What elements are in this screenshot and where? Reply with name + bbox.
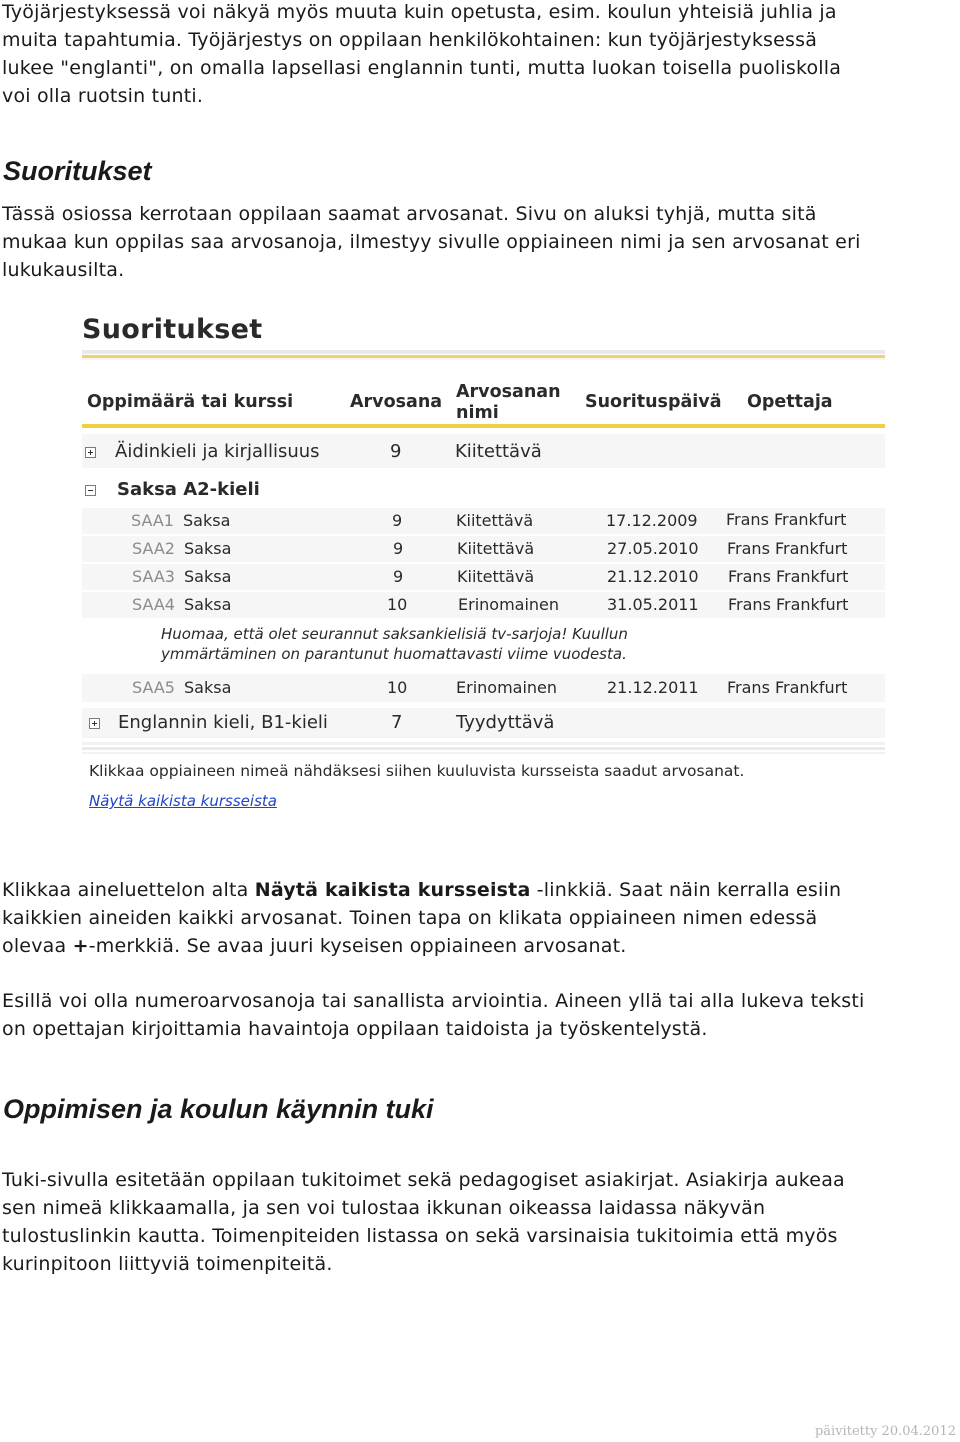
subject-row[interactable] [82,708,885,738]
intro-line: Työjärjestyksessä voi näkyä myös muuta kuin opetusta, esim. koulun yhteisiä juhlia ja [2,1,837,23]
tuki-heading: Oppimisen ja koulun käynnin tuki [3,1094,434,1124]
collapse-icon[interactable] [85,485,96,496]
course-name: Saksa [184,567,232,586]
panel-title: Suoritukset [82,314,263,345]
course-teacher: Frans Frankfurt [727,678,848,697]
course-date: 21.12.2010 [607,567,699,586]
subject-grade-name: Tyydyttävä [456,712,555,733]
panel-hint: Klikkaa oppiaineen nimeä nähdäksesi siihen kuuluvista kursseista saadut arvosanat. [89,762,745,780]
tuki-paragraph: Tuki-sivulla esitetään oppilaan tukitoimet sekä pedagogiset asiakirjat. Asiakirja aukeaa sen nimeä klikkaamalla, ja sen voi tulostaa ikkunan oikeassa laidassa näkyvän tulostuslinkin kautta. Toimenpiteiden listassa on sekä varsinaisia tukitoimia että myös kurinpitoon liittyviä toimenpiteitä. [2,1169,845,1275]
course-code: SAA4 [132,595,175,614]
course-name: Saksa [184,595,232,614]
expand-icon[interactable] [89,718,100,729]
plus-sign-emphasis: + [72,935,89,957]
course-name: Saksa [184,678,232,697]
course-name: Saksa [183,511,231,530]
course-grade-name: Kiitettävä [457,539,535,558]
course-date: 31.05.2011 [607,595,699,614]
header-course: Oppimäärä tai kurssi [87,392,294,412]
course-teacher: Frans Frankfurt [728,567,849,586]
course-code: SAA3 [132,567,175,586]
subject-grade: 7 [391,712,403,733]
subject-grade: 9 [390,441,402,462]
course-row [82,508,885,534]
course-date: 27.05.2010 [607,539,699,558]
expand-icon[interactable] [85,447,96,458]
header-date: Suorituspäivä [585,392,722,412]
intro-line: muita tapahtumia. Työjärjestys on oppilaan henkilökohtainen: kun työjärjestyksessä [2,29,818,51]
course-grade-name: Kiitettävä [456,511,534,530]
course-date: 17.12.2009 [606,511,698,530]
course-row [82,536,885,562]
header-teacher: Opettaja [747,392,833,412]
subject-name[interactable]: Saksa A2-kieli [117,479,260,500]
assessment-paragraph: Esillä voi olla numeroarvosanoja tai sanallista arviointia. Aineen yllä tai alla lukeva teksti on opettajan kirjoittamia havaintoja oppilaan taidoista ja työskentelystä. [2,990,865,1040]
intro-line: lukee "englanti", on omalla lapsellasi englannin tunti, mutta luokan toisella puoliskolla [2,57,842,79]
course-code: SAA1 [131,511,174,530]
updated-date: päivitetty 20.04.2012 [814,1424,956,1439]
subject-name[interactable]: Äidinkieli ja kirjallisuus [115,441,320,462]
course-teacher: Frans Frankfurt [726,510,847,529]
subject-row[interactable] [82,474,885,506]
course-grade: 10 [387,595,408,614]
course-grade-name: Erinomainen [456,678,558,697]
intro-line: voi olla ruotsin tunti. [2,85,204,107]
teacher-note: Huomaa, että olet seurannut saksankielisiä tv-sarjoja! Kuullun ymmärtäminen on parantunut huomattavasti viime vuodesta. [161,625,628,663]
course-teacher: Frans Frankfurt [727,539,848,558]
header-grade: Arvosana [350,392,443,412]
header-grade-name: Arvosanan nimi [456,382,561,423]
course-grade-name: Erinomainen [458,595,560,614]
course-grade: 9 [393,567,404,586]
show-all-courses-link[interactable]: Näytä kaikista kursseista [89,792,277,810]
course-code: SAA5 [132,678,175,697]
header-divider [82,424,885,428]
title-divider [82,350,885,360]
intro-paragraph [2,0,957,110]
course-grade: 9 [393,539,404,558]
subject-grade-name: Kiitettävä [455,441,542,462]
course-row [82,674,885,702]
course-grade: 10 [387,678,408,697]
course-row [82,564,885,590]
instructions-paragraph: Klikkaa aineluettelon alta Näytä kaikista kursseista -linkkiä. Saat näin kerralla esiin kaikkien aineiden kaikki arvosanat. Toinen tapa on klikata oppiaineen nimen edessä olevaa +-merkkiä. Se avaa juuri kyseisen oppiaineen arvosanat. [2,879,842,957]
suoritukset-screenshot [82,310,885,815]
subject-row[interactable] [82,434,885,468]
course-code: SAA2 [132,539,175,558]
course-date: 21.12.2011 [607,678,699,697]
link-name-emphasis: Näytä kaikista kursseista [254,879,531,901]
course-grade-name: Kiitettävä [457,567,535,586]
course-grade: 9 [392,511,403,530]
suoritukset-heading: Suoritukset [3,156,152,186]
table-bottom-divider [82,742,885,754]
suoritukset-paragraph: Tässä osiossa kerrotaan oppilaan saamat arvosanat. Sivu on aluksi tyhjä, mutta sitä mukaa kun oppilas saa arvosanoja, ilmestyy sivulle oppiaineen nimi ja sen arvosanat eri lukukausilta. [2,203,861,281]
course-teacher: Frans Frankfurt [728,595,849,614]
course-name: Saksa [184,539,232,558]
subject-name[interactable]: Englannin kieli, B1-kieli [118,712,328,733]
course-row [82,592,885,618]
